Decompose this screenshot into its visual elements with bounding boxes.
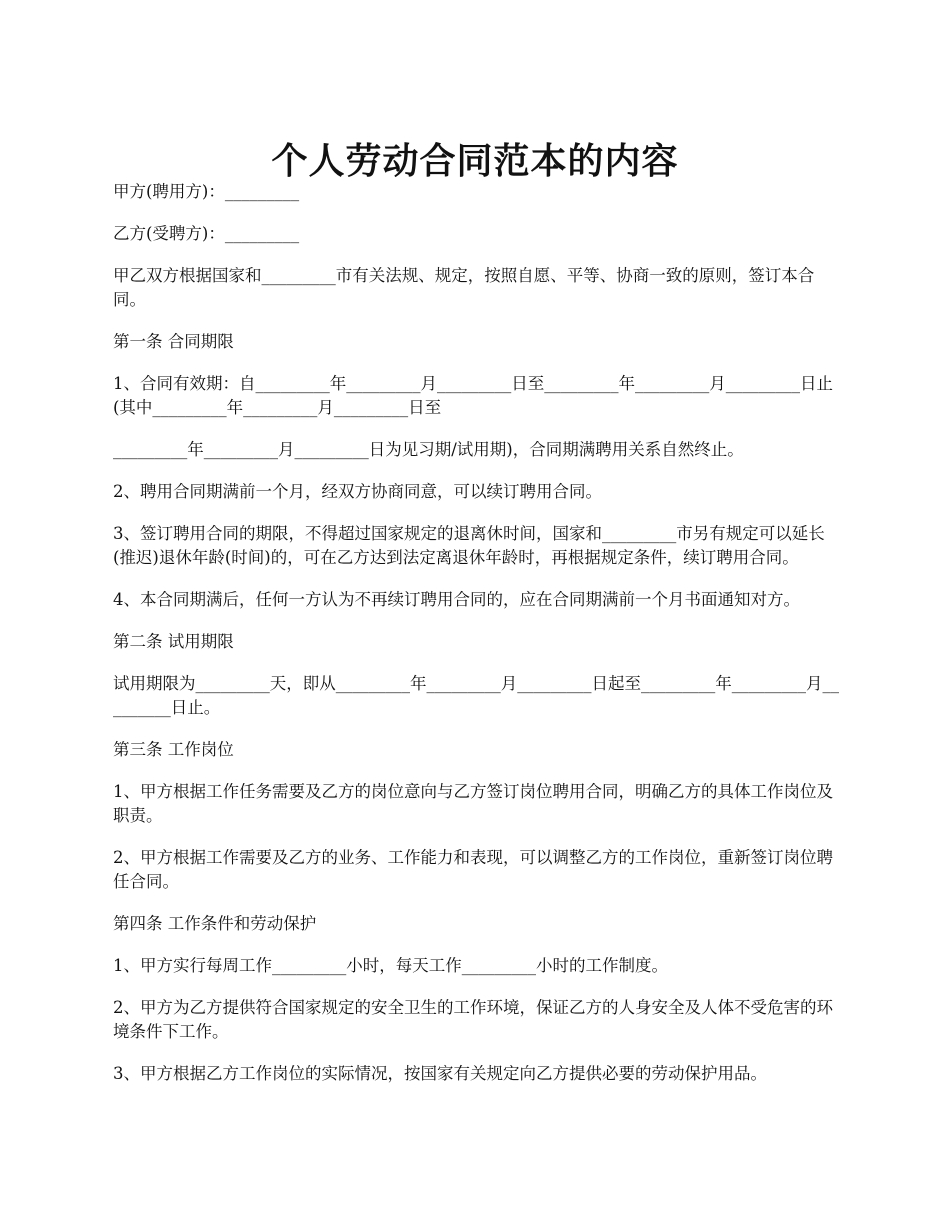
article-3-clause-2: 2、甲方根据工作需要及乙方的业务、工作能力和表现，可以调整乙方的工作岗位，重新签订岗位聘任合同。: [113, 848, 833, 891]
article-4-heading: 第四条 工作条件和劳动保护: [113, 914, 317, 933]
preamble-paragraph: 甲乙双方根据国家和_________市有关法规、规定，按照自愿、平等、协商一致的原则，签订本合同。: [113, 266, 815, 309]
article-1-clause-1-continued: _________年_________月_________日为见习期/试用期)，合同期满聘用关系自然终止。: [113, 440, 744, 459]
document-body: [113, 180, 843, 1104]
article-4-clause-3: 3、甲方根据乙方工作岗位的实际情况，按国家有关规定向乙方提供必要的劳动保护用品。: [113, 1064, 767, 1083]
document-title: 个人劳动合同范本的内容: [271, 140, 679, 183]
article-1-clause-4: 4、本合同期满后，任何一方认为不再续订聘用合同的，应在合同期满前一个月书面通知对方。: [113, 590, 800, 609]
article-2-clause: 试用期限为_________天，即从_________年_________月_________日起至_________年_________月_________日止。: [113, 674, 839, 717]
article-3-clause-1: 1、甲方根据工作任务需要及乙方的岗位意向与乙方签订岗位聘用合同，明确乙方的具体工作岗位及职责。: [113, 782, 833, 825]
article-4-clause-2: 2、甲方为乙方提供符合国家规定的安全卫生的工作环境，保证乙方的人身安全及人体不受危害的环境条件下工作。: [113, 998, 833, 1041]
article-1-clause-2: 2、聘用合同期满前一个月，经双方协商同意，可以续订聘用合同。: [113, 482, 602, 501]
article-3-heading: 第三条 工作岗位: [113, 740, 234, 759]
article-2-heading: 第二条 试用期限: [113, 632, 234, 651]
article-4-clause-1: 1、甲方实行每周工作_________小时，每天工作_________小时的工作制度。: [113, 956, 668, 975]
article-1-clause-1: 1、合同有效期：自_________年_________月_________日至_________年_________月_________日止(其中_________年_________月_________日至: [113, 374, 833, 417]
article-1-clause-3: 3、签订聘用合同的期限，不得超过国家规定的退离休时间，国家和_________市另有规定可以延长(推迟)退休年龄(时间)的，可在乙方达到法定离退休年龄时，再根据规定条件，续订聘用合同。: [113, 524, 825, 567]
article-1-heading: 第一条 合同期限: [113, 332, 234, 351]
party-b-line: 乙方(受聘方)：_________: [113, 224, 300, 243]
party-a-line: 甲方(聘用方)：_________: [113, 182, 300, 201]
